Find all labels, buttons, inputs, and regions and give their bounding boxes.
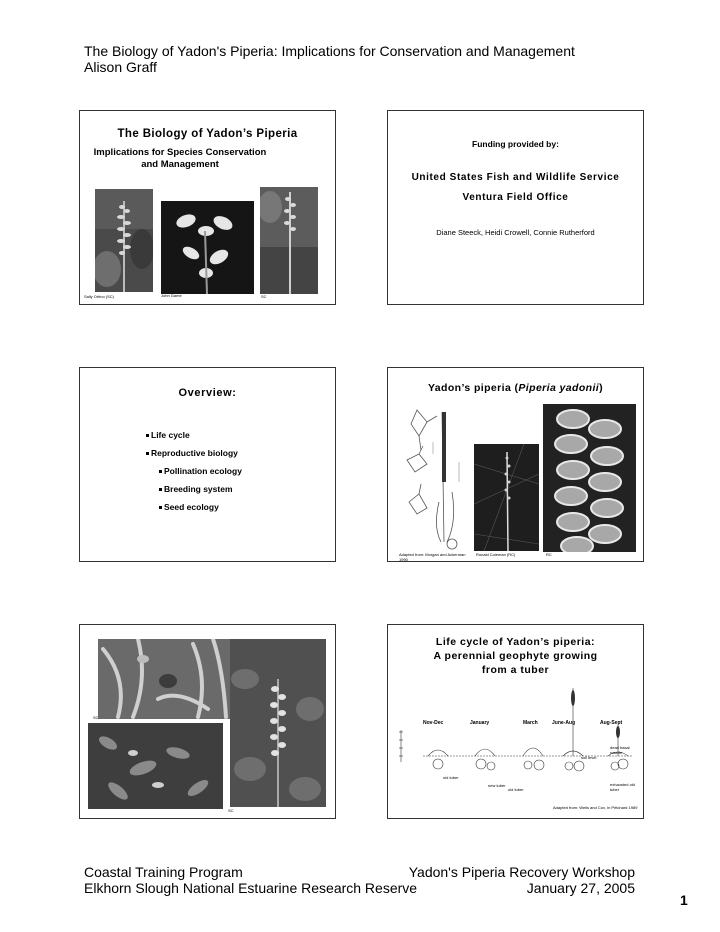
botanical-illustration: [397, 402, 477, 552]
inflorescence-photo-dark: [474, 444, 539, 551]
inflorescence-closeup: [543, 404, 636, 552]
diagram-label: soil level: [581, 755, 597, 760]
footer-reserve: Elkhorn Slough National Estuarine Research Reserve: [84, 880, 418, 896]
slide-1-subtitle-line1: Implications for Species Conservation: [93, 147, 267, 158]
species-title: Yadon’s piperia (Piperia yadonii): [427, 382, 604, 394]
footer-right: [409, 864, 635, 896]
footer-program: Coastal Training Program: [84, 864, 243, 880]
slide-1-heading: The Biology of Yadon’s Piperia: [117, 128, 298, 140]
slide-1-subtitle-line2: and Management: [141, 159, 219, 170]
tuber-roots-photo: [98, 639, 230, 719]
orchid-photo-left: [95, 189, 153, 292]
photo-credit: Sally Ortino (SC): [84, 294, 115, 299]
photo-credit: SC: [93, 715, 99, 720]
month-label: June-Aug: [552, 720, 576, 726]
diagram-label: dead basal rosette: [610, 745, 630, 755]
orchid-photo-right: [260, 187, 318, 294]
flowering-spike-photo: [230, 639, 326, 807]
page-header: [84, 43, 575, 75]
overview-list: [146, 426, 242, 516]
document-title: The Biology of Yadon's Piperia: Implications for Conservation and Management: [84, 43, 575, 59]
diagram-label: new tuber: [488, 783, 506, 788]
overview-title: Overview:: [178, 387, 237, 399]
slide-2-funding: [387, 110, 644, 305]
diagram-label: old tuber: [508, 787, 524, 792]
list-item: Seed ecology: [146, 498, 242, 516]
diagram-label: exhausted old tuber: [610, 782, 635, 792]
diagram-credit: Adapted from: Wells and Cox, in Pritchard 1989: [553, 805, 638, 810]
photo-credit: Ronald Coleman (RC): [476, 552, 516, 557]
month-label: Aug-Sept: [600, 720, 623, 726]
list-item: Life cycle: [146, 426, 242, 444]
month-label: January: [470, 720, 490, 726]
diagram-label: old tuber: [443, 775, 459, 780]
page-number: 1: [680, 892, 688, 908]
list-item: Reproductive biology: [146, 444, 242, 462]
slide-5-photos: [79, 624, 336, 819]
slide-3-overview: [79, 367, 336, 562]
slide-1-subtitle: [90, 147, 270, 171]
photo-credit: SC: [228, 808, 234, 813]
footer-workshop: Yadon's Piperia Recovery Workshop: [408, 864, 635, 880]
slide-1-title: [79, 110, 336, 305]
slide-4-species: [387, 367, 644, 562]
slide-6-life-cycle: [387, 624, 644, 819]
acknowledged-people: Diane Steeck, Heidi Crowell, Connie Rutherford: [436, 228, 595, 237]
rosette-leaves-photo: [88, 723, 223, 809]
footer-date: January 27, 2005: [526, 880, 635, 896]
list-item: Pollination ecology: [146, 462, 242, 480]
month-label: March: [523, 720, 538, 726]
photo-credit: SC: [261, 294, 267, 299]
funding-agency: United States Fish and Wildlife Service: [411, 172, 620, 183]
life-cycle-title: Life cycle of Yadon’s piperia: A perennial geophyte growing from a tuber: [433, 636, 598, 676]
document-author: Alison Graff: [84, 59, 157, 75]
illustration-credit: Adapted from: Morgan and Ackerman 1990: [399, 552, 466, 562]
photo-credit: John Game: [161, 293, 182, 298]
month-label: Nov-Dec: [423, 720, 444, 726]
list-item: Breeding system: [146, 480, 242, 498]
funding-label: Funding provided by:: [472, 139, 559, 149]
photo-credit: RC: [546, 552, 552, 557]
orchid-flower-closeup: [161, 201, 254, 294]
footer-left: [84, 864, 417, 896]
funding-office: Ventura Field Office: [462, 192, 569, 203]
